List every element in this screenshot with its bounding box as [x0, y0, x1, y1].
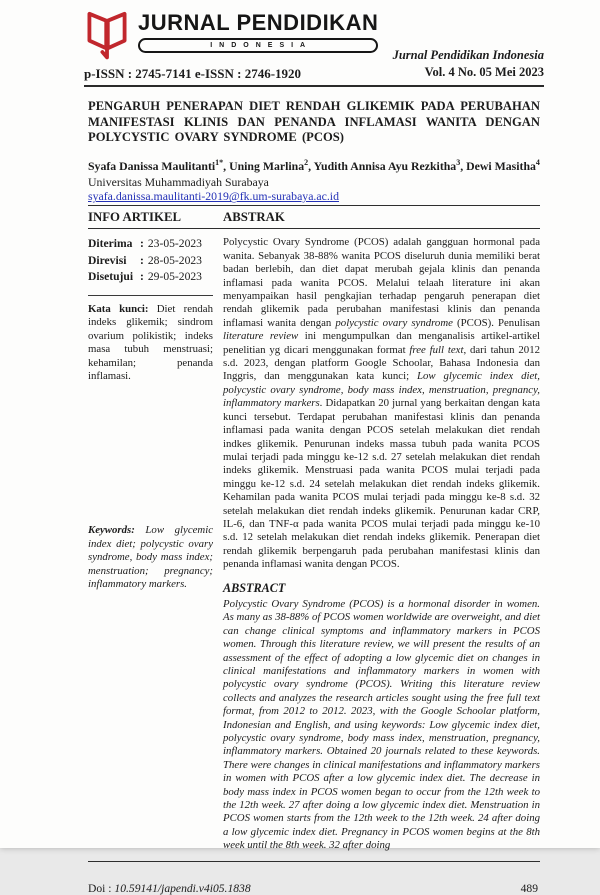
info-abstract-table	[88, 206, 540, 852]
page-header	[0, 0, 600, 87]
author: Dewi Masitha$^4$	[466, 158, 540, 174]
kata-kunci-label: Kata kunci:	[88, 302, 149, 315]
doi-line	[88, 882, 251, 895]
doi-value: 10.59141/japendi.v4i05.1838	[114, 881, 251, 895]
journal-brand	[84, 10, 378, 82]
journal-logo-title: JURNAL PENDIDIKAN	[138, 10, 379, 35]
kata-kunci-block	[88, 303, 213, 383]
abstract-indonesian: Polycystic Ovary Syndrome (PCOS) adalah gangguan hormonal pada wanita. Sebanyak 38-88% wanita PCOS diseluruh dunia memiliki berat badan berlebih, dan diet dapat merubah gejala klinis dan penanda inflamasi pada wanita PCOS. Melalui telaah literature ini akan menyampaikan hasil pengkajian terhadap pengaruh penerapan diet rendah glikemik pada perubahan manifestasi klinis dan penanda inflamasi wanita dengan polycystic ovary syndrome (PCOS). Penulisan literature review ini mengumpulkan dan menganalisis artikel-artikel penelitian yg dicari menggunakan format free full text, dari tahun 2012 s.d. 2023, dengan platform Google Schoolar, Bahasa Indonesia dan Inggris, dan menggunakan kata kunci; Low glycemic index diet, polycystic ovary syndrome, body mass index, menstruation, pregnancy, inflammatory markers. Didapatkan 20 jurnal yang berkaitan dengan kata kunci tersebut. Terdapat perubahan manifestasi klinis dan penanda inflamasi pada wanita dengan PCOS setelah melakukan diet rendah indkes glikemik. Penurunan indeks massa tubuh pada wanita PCOS mulai terjadi pada minggu ke-12 s.d. 27 setelah melakukan diet rendah indeks glikemik. Menstruasi pada wanita PCOS mulai terjadi pada minggu ke-12 s.d. 24 setelah melakukan diet rendah indeks glikemik. Kehamilan pada wanita PCOS mulai terjadi pada minggu ke-8 s.d. 32 setelah melakukan diet rendah indeks glikemik. Penurunan kadar CRP, IL-6, dan TNF-α pada wanita PCOS mulai terjadi pada minggu ke-10 s.d. 12 setelah melakukan diet rendah indeks glikemik. Penerapan diet rendah glikemik berpengaruh pada perubahan manifestasi klinis dan penanda inflamasi wanita dengan PCOS.	[223, 236, 540, 571]
article-info-column	[88, 229, 213, 852]
author: Uning Marlina$^2$,	[229, 158, 314, 174]
received-date-row: Diterima : 23-05-2023	[88, 237, 202, 251]
corresponding-email-link[interactable]: syafa.danissa.maulitanti-2019@fk.um-surabaya.ac.id	[88, 189, 339, 204]
keywords-text: Low glycemic index diet; polycystic ovary syndrome, body mass index; menstruation; pregnancy; inflammatory markers.	[88, 524, 213, 590]
abstract-english: Polycystic Ovary Syndrome (PCOS) is a hormonal disorder in women. As many as 38-88% of PCOS women worldwide are overweight, and diet can change clinical symptoms and inflammatory markers in PCOS women. Through this literature review, we will present the results of an assessment of the effect of adopting a low glycemic diet on changes in clinical manifestations and inflammatory markers in women with polycystic ovary syndrome (PCOS). Writing this literature review collects and analyzes the research articles sought using the free full text format, from 2012 to 2012. 2023, with the Google Schoolar platform, Indonesian and English, and using keywords: Low glycemic index diet, polycystic ovary syndrome, body mass index, menstruation, pregnancy, inflammatory markers. Obtained 20 journals related to these keywords. There were changes in clinical manifestations and inflammatory markers in women with PCOS after a low glycemic index diet. The decrease in body mass index in PCOS women began to occur from the 12th week to the 12th week. 27 after doing a low glycemic index diet. Menstruation in PCOS women starts from the 12th week to the 12th week. 24 after doing a low glycemic index diet. Pregnancy in PCOS women begins at the 8th week until the 8th week. 32 after doing	[223, 597, 540, 852]
journal-issue-info	[393, 47, 544, 82]
journal-name: Jurnal Pendidikan Indonesia	[392, 48, 544, 63]
journal-logo-subtitle: INDONESIA	[138, 38, 378, 53]
issn-line: p-ISSN : 2745-7141 e-ISSN : 2746-1920	[84, 66, 302, 81]
doi-label: Doi :	[88, 881, 115, 895]
kata-kunci-text: Diet rendah indeks glikemik; sindrom ovarium polikistik; indeks masa tubuh menstruasi; kehamilan; penanda inflamasi.	[88, 302, 213, 382]
open-book-logo-icon	[84, 10, 130, 62]
page-number: 489	[520, 881, 538, 895]
page-footer	[0, 862, 600, 895]
abstrak-heading: ABSTRAK	[223, 210, 285, 225]
keywords-label: Keywords:	[88, 524, 135, 537]
author: Yudith Annisa Ayu Rezkitha$^3$,	[313, 158, 467, 174]
accepted-date-row: Disetujui : 29-05-2023	[88, 270, 202, 284]
journal-volume: Vol. 4 No. 05 Mei 2023	[424, 65, 544, 80]
dates-divider	[88, 295, 213, 296]
authors-line	[88, 157, 540, 174]
revised-date-row: Direvisi : 28-05-2023	[88, 253, 202, 267]
article-content	[0, 87, 600, 862]
keywords-block	[88, 524, 213, 591]
abstract-column	[223, 229, 540, 852]
abstract-english-heading: ABSTRACT	[223, 580, 286, 595]
email-line	[88, 189, 540, 203]
article-title: PENGARUH PENERAPAN DIET RENDAH GLIKEMIK PADA PERUBAHAN MANIFESTASI KLINIS DAN PENANDA INFLAMASI WANITA DENGAN POLYCYSTIC OVARY SYNDROME (PCOS)	[88, 99, 540, 144]
author: Syafa Danissa Maulitanti$^{1*}$,	[88, 158, 230, 174]
affiliation: Universitas Muhammadiyah Surabaya	[88, 174, 269, 189]
info-artikel-heading: INFO ARTIKEL	[88, 210, 182, 225]
